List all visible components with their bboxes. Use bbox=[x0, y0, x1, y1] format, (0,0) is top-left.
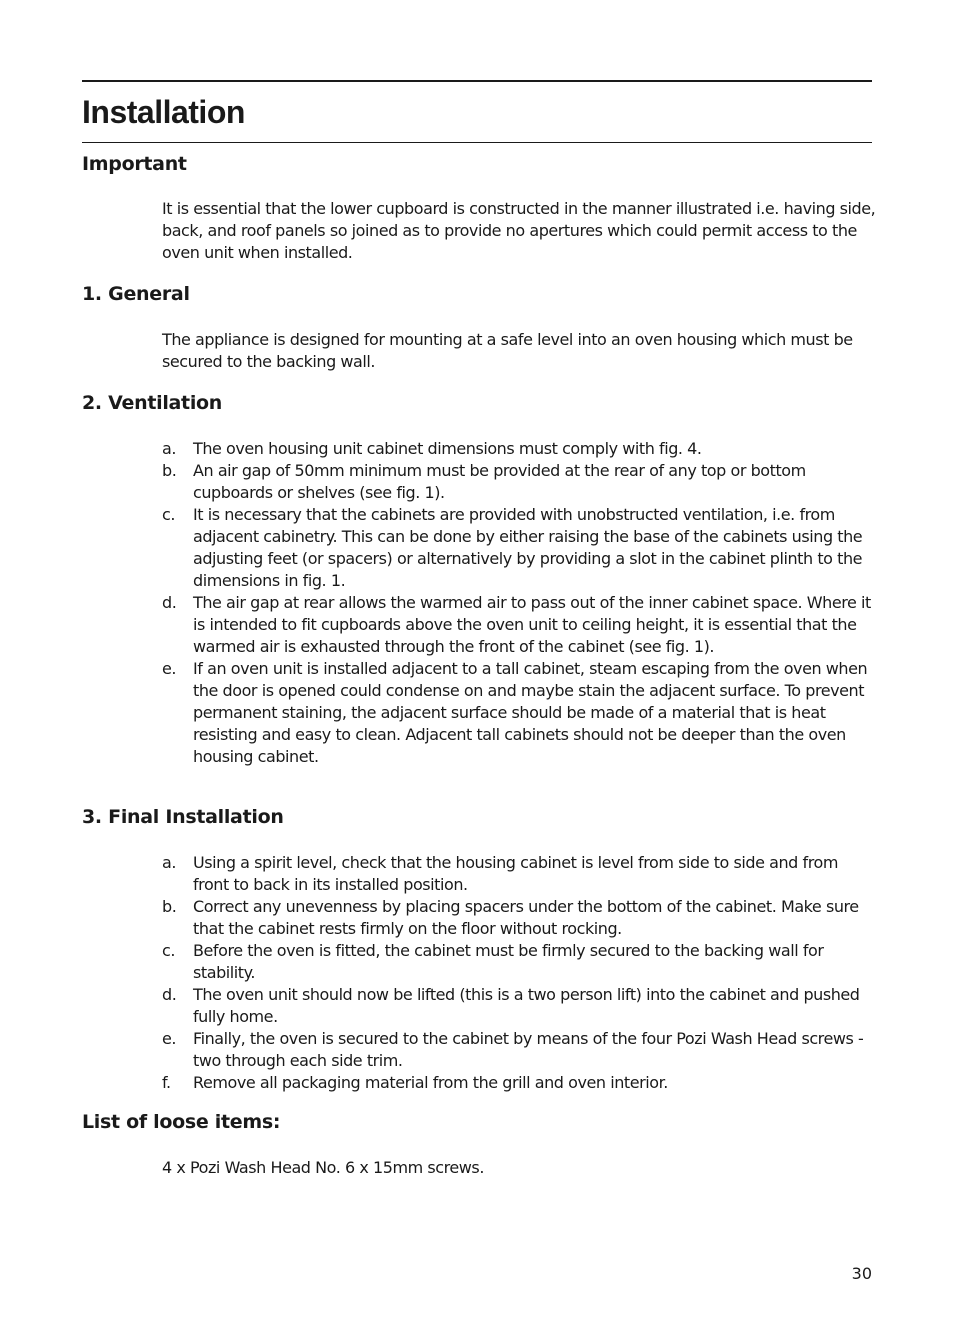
list-item-text: Correct any unevenness by placing spacers under the bottom of the cabinet. Make sure that the cabinet rests firmly on the floor without rocking. bbox=[193, 897, 859, 938]
list-item bbox=[162, 438, 877, 460]
list-item-text: If an oven unit is installed adjacent to a tall cabinet, steam escaping from the oven when the door is opened could condense on and maybe stain the adjacent surface. To prevent permanent staining, the adjacent surface should be made of a material that is heat resisting and easy to clean. Adjacent tall cabinets should not be deeper than the oven housing cabinet. bbox=[193, 659, 868, 766]
ventilation-list bbox=[162, 438, 877, 768]
loose-items-text: 4 x Pozi Wash Head No. 6 x 15mm screws. bbox=[162, 1158, 484, 1177]
list-item bbox=[162, 984, 877, 1028]
list-marker: c. bbox=[162, 941, 175, 960]
list-item-text: The oven unit should now be lifted (this is a two person lift) into the cabinet and pushed fully home. bbox=[193, 985, 860, 1026]
list-marker: d. bbox=[162, 985, 177, 1004]
list-item bbox=[162, 658, 877, 768]
list-item-text: It is necessary that the cabinets are provided with unobstructed ventilation, i.e. from adjacent cabinetry. This can be done by either raising the base of the cabinets using the adjusting feet (or spacers) or alternatively by providing a slot in the cabinet plinth to the dimensions in fig. 1. bbox=[193, 505, 863, 590]
list-item bbox=[162, 852, 877, 896]
loose-items-heading: List of loose items: bbox=[82, 1111, 281, 1133]
list-item-text: The air gap at rear allows the warmed air to pass out of the inner cabinet space. Where it is intended to fit cupboards above the oven unit to ceiling height, it is essential that the warmed air is exhausted through the front of the cabinet (see fig. 1). bbox=[193, 593, 871, 656]
list-item-text: Using a spirit level, check that the housing cabinet is level from side to side and from front to back in its installed position. bbox=[193, 853, 838, 894]
list-item-text: Before the oven is fitted, the cabinet must be firmly secured to the backing wall for stability. bbox=[193, 941, 824, 982]
list-item bbox=[162, 1072, 877, 1094]
title-rule-top bbox=[82, 80, 872, 82]
list-marker: a. bbox=[162, 853, 176, 872]
list-item bbox=[162, 592, 877, 658]
final-installation-heading: 3. Final Installation bbox=[82, 806, 284, 828]
list-item-text: Finally, the oven is secured to the cabinet by means of the four Pozi Wash Head screws - two through each side trim. bbox=[193, 1029, 864, 1070]
general-text: The appliance is designed for mounting at a safe level into an oven housing which must be secured to the backing wall. bbox=[162, 330, 853, 371]
list-item bbox=[162, 504, 877, 592]
list-marker: e. bbox=[162, 1029, 177, 1048]
list-item-text: An air gap of 50mm minimum must be provided at the rear of any top or bottom cupboards or shelves (see fig. 1). bbox=[193, 461, 806, 502]
general-heading: 1. General bbox=[82, 283, 190, 305]
list-marker: b. bbox=[162, 461, 177, 480]
ventilation-heading: 2. Ventilation bbox=[82, 392, 223, 414]
list-item bbox=[162, 460, 877, 504]
list-marker: b. bbox=[162, 897, 177, 916]
list-item-text: Remove all packaging material from the grill and oven interior. bbox=[193, 1073, 668, 1092]
page-title: Installation bbox=[82, 94, 245, 130]
important-text: It is essential that the lower cupboard is constructed in the manner illustrated i.e. having side, back, and roof panels so joined as to provide no apertures which could permit access to the oven unit when installed. bbox=[162, 199, 876, 262]
title-rule-bottom bbox=[82, 142, 872, 143]
final-installation-list bbox=[162, 852, 877, 1094]
page-number: 30 bbox=[851, 1264, 872, 1283]
list-item-text: The oven housing unit cabinet dimensions must comply with fig. 4. bbox=[193, 439, 702, 458]
list-item bbox=[162, 940, 877, 984]
list-item bbox=[162, 896, 877, 940]
list-marker: d. bbox=[162, 593, 177, 612]
important-heading: Important bbox=[82, 153, 187, 175]
list-marker: f. bbox=[162, 1073, 171, 1092]
list-marker: c. bbox=[162, 505, 175, 524]
list-marker: e. bbox=[162, 659, 177, 678]
list-marker: a. bbox=[162, 439, 176, 458]
list-item bbox=[162, 1028, 877, 1072]
